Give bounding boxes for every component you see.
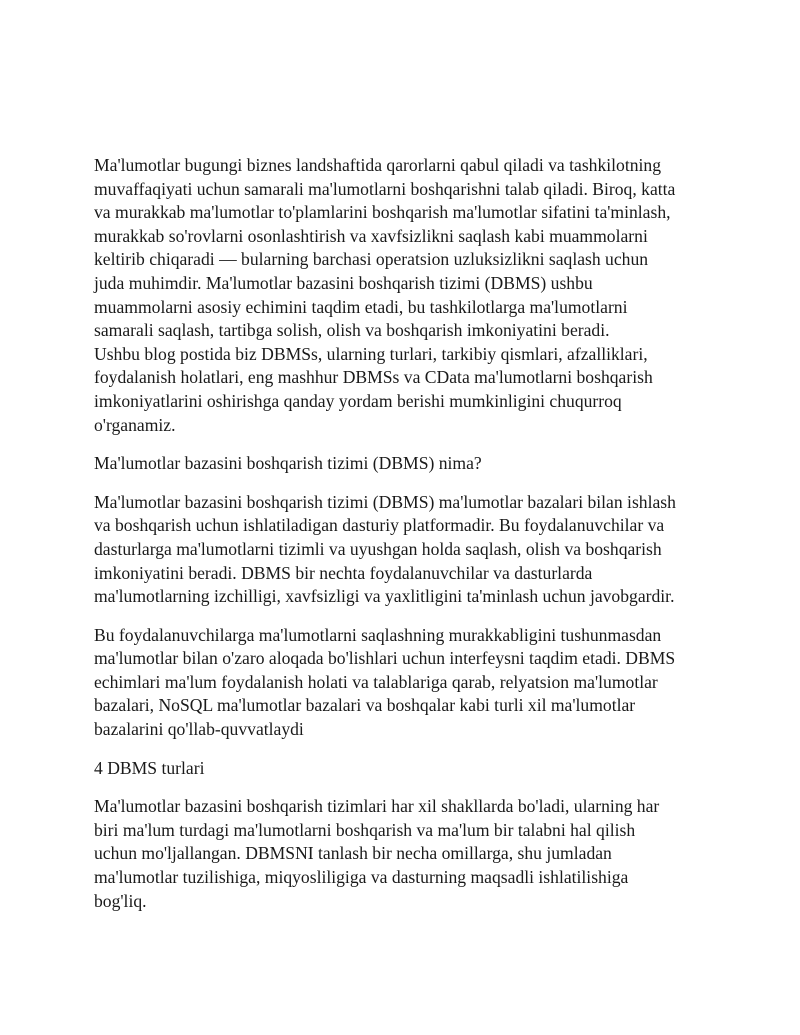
intro-paragraph: Ma'lumotlar bugungi biznes landshaftida qarorlarni qabul qiladi va tashkilotning muvaffaqiyati uchun samarali ma'lumotlarni boshqarishni talab qiladi. Biroq, katta va murakkab ma'lumotlar to'plamlarini boshqarish ma'lumotlar sifatini ta'minlash, murakkab so'rovlarni osonlashtirish va xavfsizlikni saqlash kabi muammolarni keltirib chiqaradi — bularning barchasi operatsion uzluksizlikni saqlash uchun juda muhimdir. Ma'lumotlar bazasini boshqarish tizimi (DBMS) ushbu muammolarni asosiy echimini taqdim etadi, bu tashkilotlarga ma'lumotlarni samarali saqlash, tartibga solish, olish va boshqarish imkoniyatini beradi. — [94, 155, 676, 341]
blog-intro-paragraph: Ushbu blog postida biz DBMSs, ularning turlari, tarkibiy qismlari, afzalliklari, foydalanish holatlari, eng mashhur DBMSs va CData ma'lumotlarni boshqarish imkoniyatlarini oshirishga qanday yordam berishi mumkinligini chuqurroq o'rganamiz. — [94, 343, 653, 435]
heading-dbms-types: 4 DBMS turlari — [94, 757, 205, 778]
definition-paragraph: Ma'lumotlar bazasini boshqarish tizimi (DBMS) ma'lumotlar bazalari bilan ishlash va boshqarish uchun ishlatiladigan dasturiy platformadir. Bu foydalanuvchilar va dasturlarga ma'lumotlarni tizimli va uyushgan holda saqlash, olish va boshqarish imkoniyatini beradi. DBMS bir nechta foydalanuvchilar va dasturlarda ma'lumotlarning izchilligi, xavfsizligi va yaxlitligini ta'minlash uchun javobgardir. — [94, 491, 676, 607]
interface-paragraph: Bu foydalanuvchilarga ma'lumotlarni saqlashning murakkabligini tushunmasdan ma'lumotlar bilan o'zaro aloqada bo'lishlari uchun interfeysni taqdim etadi. DBMS echimlari ma'lum foydalanish holati va talablariga qarab, relyatsion ma'lumotlar bazalari, NoSQL ma'lumotlar bazalari va boshqalar kabi turli xil ma'lumotlar bazalarini qo'llab-quvvatlaydi — [94, 624, 676, 740]
types-paragraph: Ma'lumotlar bazasini boshqarish tizimlari har xil shakllarda bo'ladi, ularning har biri ma'lum turdagi ma'lumotlarni boshqarish va ma'lum bir talabni hal qilish uchun mo'ljallangan. DBMSNI tanlash bir necha omillarga, shu jumladan ma'lumotlar tuzilishiga, miqyosliligiga va dasturning maqsadli ishlatilishiga bog'liq. — [94, 796, 660, 911]
heading-what-is-dbms: Ma'lumotlar bazasini boshqarish tizimi (DBMS) nima? — [94, 453, 482, 474]
document-body — [94, 154, 714, 913]
